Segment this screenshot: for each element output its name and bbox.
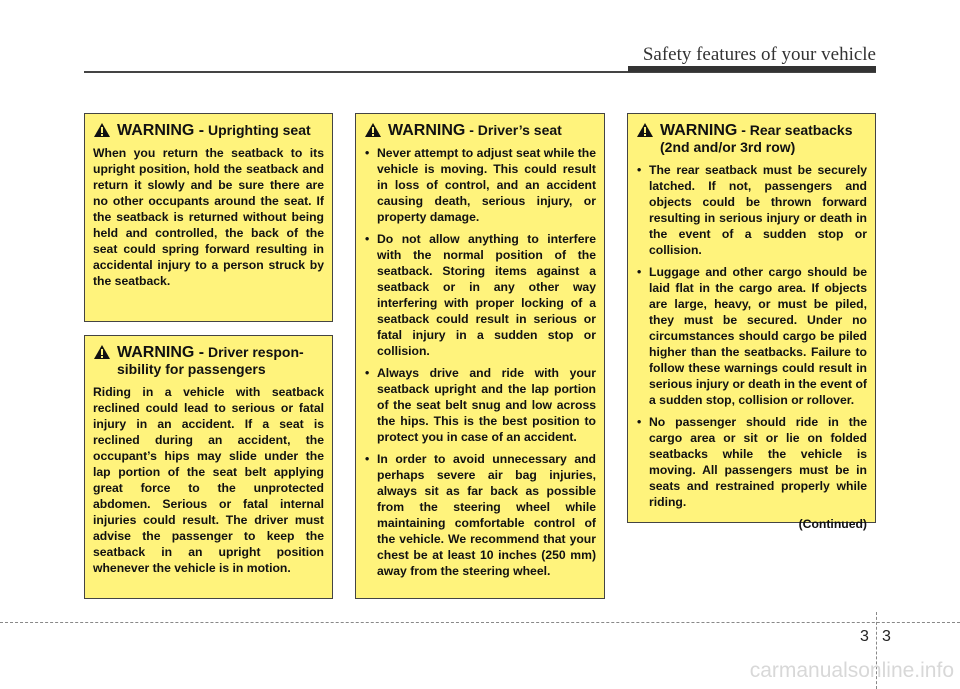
list-item: • No passenger should ride in the cargo area or sit or lie on folded seatbacks while the vehicle is moving. All passengers must be in seats and restrained properly while riding. xyxy=(636,414,867,510)
chapter-number: 3 xyxy=(860,628,869,645)
list-item: • Do not allow anything to interfere with the normal position of the seatback. Storing items against a seatback or in any other way interfering with proper locking of a seatback could result in serious or fatal injury in a sudden stop or collision. xyxy=(364,231,596,359)
warning-title xyxy=(93,344,324,378)
list-item: • Never attempt to adjust seat while the vehicle is moving. This could result in loss of control, and an accident causing death, serious injury, or property damage. xyxy=(364,145,596,225)
warning-list xyxy=(636,162,867,510)
warning-box-upright-seat xyxy=(84,113,333,322)
list-item: • Luggage and other cargo should be laid flat in the cargo area. If objects are large, heavy, or must be piled, they must be secured. Under no circumstances should cargo be piled higher than the seatbacks. Failure to follow these warnings could result in serious injury or death in the event of a sudden stop, collision or rollover. xyxy=(636,264,867,408)
warning-title xyxy=(636,122,867,156)
warning-body: When you return the seatback to its upright position, hold the seatback and return it slowly and be sure there are no other occupants around the seat. If the seatback is returned without being held and controlled, the back of the seat could spring forward resulting in accidental injury to a person struck by the seatback. xyxy=(93,146,324,288)
warning-box-rear-seatbacks xyxy=(627,113,876,531)
list-item: • The rear seatback must be securely latched. If not, passengers and objects could be thrown forward resulting in serious injury or death in the event of a sudden stop or collision. xyxy=(636,162,867,258)
warning-heading: - Rear seatbacks (2nd and/or 3rd row) xyxy=(660,122,853,155)
warning-box-drivers-seat xyxy=(355,113,605,599)
warning-label: WARNING xyxy=(660,122,738,139)
warning-triangle-icon xyxy=(636,122,654,138)
continued-note: (Continued) xyxy=(798,517,867,531)
header-rule-accent xyxy=(628,66,876,72)
list-item: • Always drive and ride with your seatback upright and the lap portion of the seat belt snug and low across the hips. This is the best position to protect you in case of an accident. xyxy=(364,365,596,445)
warning-triangle-icon xyxy=(364,122,382,138)
warning-body: Riding in a vehicle with seatback reclined could lead to serious or fatal injury in an accident. If a seat is reclined during an accident, the occupant’s hips may slide under the lap portion of the seat belt applying great force to the unprotected abdomen. Serious or fatal internal injuries could result. The driver must advise the passenger to keep the seatback in an upright position whenever the vehicle is in motion. xyxy=(93,385,324,575)
watermark: carmanualsonline.info xyxy=(749,659,954,682)
warning-heading: Uprighting seat xyxy=(208,122,311,138)
warning-heading: - Driver’s seat xyxy=(469,122,562,138)
warning-title xyxy=(364,122,596,139)
warning-triangle-icon xyxy=(93,122,111,138)
warning-triangle-icon xyxy=(93,344,111,360)
warning-label: WARNING - xyxy=(117,122,205,139)
warning-title xyxy=(93,122,324,139)
list-item: • In order to avoid unnecessary and perhaps severe air bag injuries, always sit as far back as possible from the steering wheel while maintaining comfortable control of the vehicle. We recommend that your chest be at least 10 inches (250 mm) away from the steering wheel. xyxy=(364,451,596,579)
warning-label: WARNING - xyxy=(117,344,205,361)
warning-box-driver-responsibility xyxy=(84,335,333,599)
warning-label: WARNING xyxy=(388,122,466,139)
section-title: Safety features of your vehicle xyxy=(642,44,876,65)
warning-list xyxy=(364,145,596,579)
warning-heading: Driver responsibility for passengers xyxy=(117,344,304,377)
footer-rule xyxy=(0,622,960,623)
page-number: 3 xyxy=(882,628,891,645)
